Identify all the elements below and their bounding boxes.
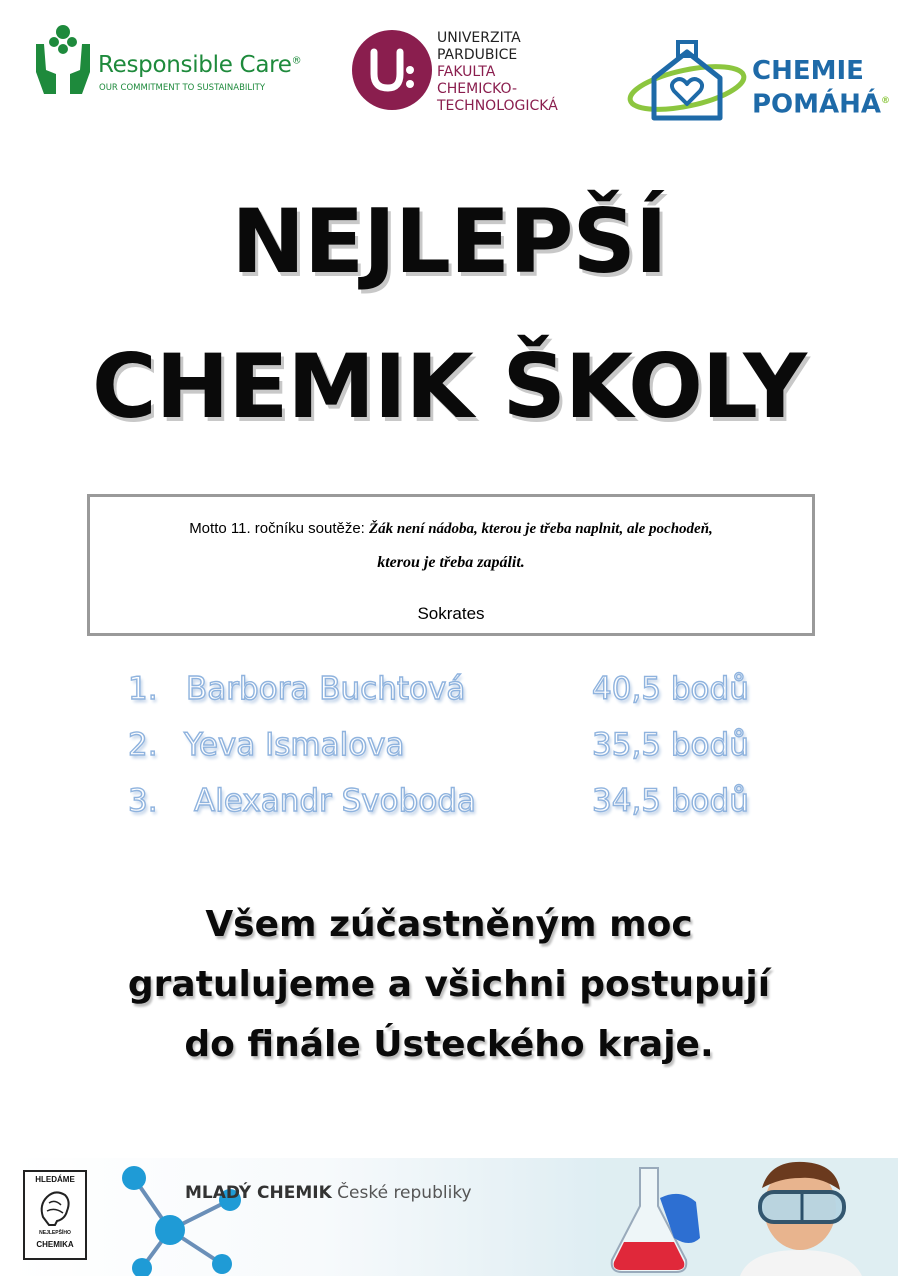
brand-sub: České republiky <box>337 1183 472 1203</box>
upce-line: FAKULTA <box>437 64 496 80</box>
motto-box <box>87 494 815 636</box>
result-rank: 3. <box>128 783 158 819</box>
congratulations-text <box>0 895 898 1075</box>
cp-line: POMÁHÁ <box>752 89 882 120</box>
result-points: 34,5 bodů <box>592 783 749 819</box>
chemist-photo <box>600 1158 898 1276</box>
motto-quote: Žák není nádoba, kterou je třeba naplnit, ale pochodeň, <box>369 521 713 537</box>
mlady-chemik-title <box>185 1183 472 1203</box>
badge-mid-text: NEJLEPŠÍHO <box>39 1230 71 1236</box>
motto-line1 <box>90 520 812 538</box>
result-points: 35,5 bodů <box>592 727 749 763</box>
result-name: Yeva Ismalova <box>184 727 405 763</box>
motto-author: Sokrates <box>417 604 485 623</box>
upce-line: UNIVERZITA <box>437 30 521 46</box>
upce-line: PARDUBICE <box>437 47 518 63</box>
result-rank: 2. <box>128 727 158 763</box>
page-title-line1: NEJLEPŠÍ <box>231 190 667 293</box>
chemie-pomaha-text <box>752 56 890 120</box>
upce-circle-icon <box>352 30 432 110</box>
result-name: Alexandr Svoboda <box>194 783 476 819</box>
responsible-care-hands-icon <box>32 22 94 96</box>
responsible-care-tagline: OUR COMMITMENT TO SUSTAINABILITY <box>99 83 266 93</box>
congrats-line: Všem zúčastněným moc <box>205 904 693 945</box>
congrats-line: do finále Ústeckého kraje. <box>184 1024 714 1065</box>
house-heart-icon <box>624 38 750 124</box>
brand-name: MLADÝ CHEMIK <box>185 1183 332 1203</box>
upce-line: TECHNOLOGICKÁ <box>437 98 558 114</box>
upce-line: CHEMICKO- <box>437 81 518 97</box>
badge-top-text: HLEDÁME <box>35 1175 75 1184</box>
brain-icon <box>37 1187 73 1227</box>
badge-bottom-text: CHEMIKA <box>36 1240 74 1249</box>
hledame-chemika-badge <box>23 1170 87 1260</box>
motto-quote-cont: kterou je třeba zapálit. <box>377 554 525 571</box>
page-title-line2: CHEMIK ŠKOLY <box>92 335 806 438</box>
result-points: 40,5 bodů <box>592 671 749 707</box>
molecule-icon <box>112 1160 262 1276</box>
motto-label: Motto 11. ročníku soutěže: <box>189 520 370 537</box>
cp-line: CHEMIE <box>752 56 864 86</box>
result-name: Barbora Buchtová <box>186 671 466 707</box>
result-rank: 1. <box>128 671 158 707</box>
upce-text <box>437 30 558 115</box>
congrats-line: gratulujeme a všichni postupují <box>127 964 771 1005</box>
responsible-care-title: Responsible Care® <box>98 52 302 78</box>
cp-mark: ® <box>881 96 891 106</box>
